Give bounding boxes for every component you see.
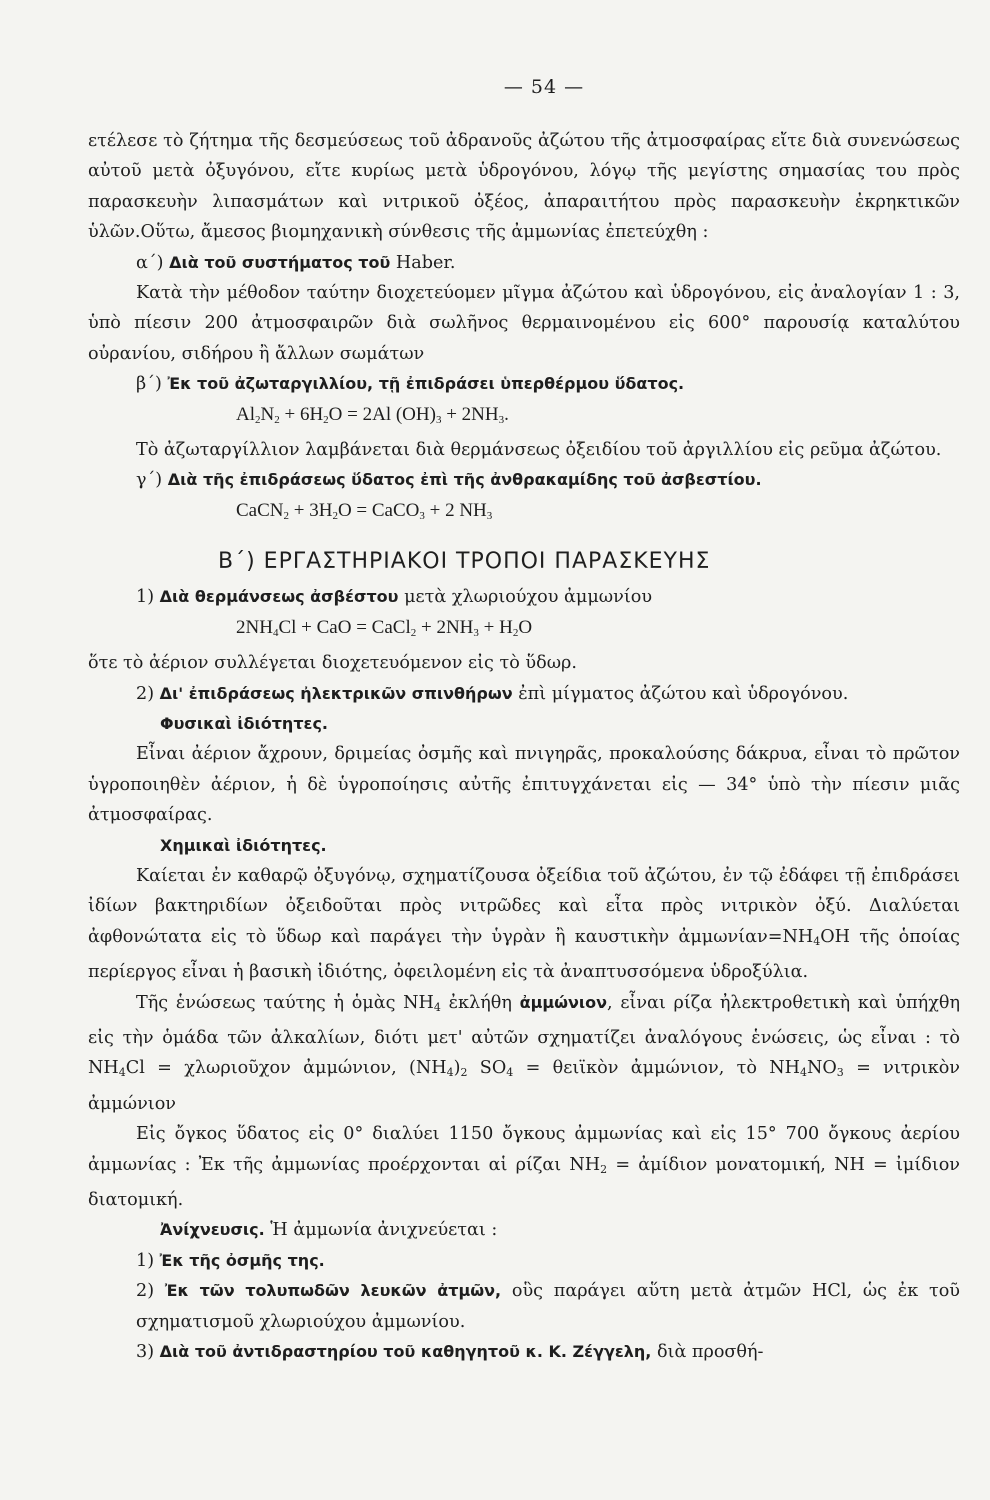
lab-method-2-bold: Δι' ἐπιδράσεως ἠλεκτρικῶν σπινθήρων <box>159 683 513 703</box>
page-number: — 54 — <box>503 76 585 98</box>
section-title: Β΄) ΕΡΓΑΣΤΗΡΙΑΚΟΙ ΤΡΟΠΟΙ ΠΑΡΑΣΚΕΥΗΣ <box>218 549 711 575</box>
detection-item-3: 3) Διὰ τοῦ ἀντιδραστηρίου τοῦ καθηγητοῦ κ. Κ. Ζέγγελη, διὰ προσθή- <box>136 1342 764 1363</box>
detection-heading: Ἀνίχνευσις. Ἡ ἀμμωνία ἀνιχνεύεται : <box>160 1220 498 1241</box>
method-a-rest: Haber. <box>395 252 456 273</box>
method-a-bold: Διὰ τοῦ συστήματος τοῦ <box>169 252 391 272</box>
paragraph-collection: ὅτε τὸ ἀέριον συλλέγεται διοχετευόμενον εἰς τὸ ὕδωρ. <box>88 653 577 674</box>
lab-method-1-bold: Διὰ θερμάνσεως ἀσβέστου <box>159 587 399 607</box>
ammonium-term: ἀμμώνιον <box>519 992 608 1012</box>
paragraph-solubility: Εἰς ὄγκος ὕδατος εἰς 0° διαλύει 1150 ὄγκους ἀμμωνίας καὶ εἰς 15° 700 ὄγκους ἀερίου ἀμμωνίας : Ἐκ τῆς ἀμμωνίας προέρχονται αἱ ρίζαι $NH_2$ = ἀμίδιον μονατομική, NH = ἰμίδιον διατομική. <box>88 1124 961 1210</box>
equation-aluminium-nitride: $Al_2N_2 + 6H_2O = 2Al$ $(OH)_3 + 2NH_3$. <box>236 403 509 426</box>
method-a-heading <box>88 248 960 278</box>
method-b-bold: Ἐκ τοῦ ἀζωταργιλλίου, τῇ ἐπιδράσει ὑπερθέρμου ὕδατος. <box>167 374 685 394</box>
lab-method-1: 1) Διὰ θερμάνσεως ἀσβέστου μετὰ χλωριούχου ἀμμωνίου <box>136 587 653 608</box>
method-a-prefix: α΄) <box>136 252 164 273</box>
lab-method-1-rest: μετὰ χλωριούχου ἀμμωνίου <box>404 587 653 608</box>
chemical-properties-heading: Χημικαὶ ἰδιότητες. <box>160 835 327 855</box>
paragraph-haber: Κατὰ τὴν μέθοδον ταύτην διοχετεύομεν μῖγμα ἀζώτου καὶ ὑδρογόνου, εἰς ἀναλογίαν 1 : 3, ὑπὸ πίεσιν 200 ἀτμοσφαιρῶν διὰ σωλῆνος θερμαινομένου εἰς 600° παρουσίᾳ καταλύτου οὐρανίου, σιδήρου ἢ ἄλλων σωμάτων <box>88 283 960 364</box>
method-c-bold: Διὰ τῆς ἐπιδράσεως ὕδατος ἐπὶ τῆς ἀνθρακαμίδης τοῦ ἀσβεστίου. <box>167 470 762 490</box>
paragraph-chemical-properties: Καίεται ἐν καθαρῷ ὀξυγόνῳ, σχηματίζουσα ὀξείδια τοῦ ἀζώτου, ἐν τῷ ἐδάφει τῇ ἐπιδράσει ἰδίων βακτηριδίων ὀξειδοῦται πρὸς νιτρῶδες καὶ εἶτα πρὸς νιτρικὸν ὀξύ. Διαλύεται ἀφθονώτατα εἰς τὸ ὕδωρ καὶ παράγει τὴν ὑγρὰν ἢ καυστικὴν $ἀ\mu\mu\omega\nu ί\alpha\nu=NH_4OH$ τῆς ὁποίας περίεργος εἶναι ἡ βασικὴ ἰδιότης, ὀφειλομένη εἰς τὰ ἀναπτυσσόμενα ὑδροξύλια. <box>88 865 960 983</box>
lab-method-2: 2) Δι' ἐπιδράσεως ἠλεκτρικῶν σπινθήρων ἐπὶ μίγματος ἀζώτου καὶ ὑδρογόνου. <box>136 683 849 704</box>
lab-method-2-rest: ἐπὶ μίγματος ἀζώτου καὶ ὑδρογόνου. <box>518 683 849 704</box>
method-b-heading <box>88 369 960 399</box>
paragraph-ammonium: Τῆς ἑνώσεως ταύτης ἡ ὁμὰς $NH_4$ ἐκλήθη ἀμμώνιον, εἶναι ρίζα ἠλεκτροθετικὴ καὶ ὑπήχθη εἰς τὴν ὁμάδα τῶν ἀλκαλίων, διότι μετ' αὐτῶν σχηματίζει ἀναλόγους ἑνώσεις, ὡς εἶναι : τὸ $NH_4Cl$ = χλωριοῦχον ἀμμώνιον, $(NH_4)_2$ $SO_4$ = θειϊκὸν ἀμμώνιον, τὸ $NH_4NO_3$ = νιτρικὸν ἀμμώνιον <box>88 992 961 1114</box>
detection-item-1: 1) Ἐκ τῆς ὀσμῆς της. <box>136 1250 325 1271</box>
paragraph-physical-properties: Εἶναι ἀέριον ἄχρουν, δριμείας ὀσμῆς καὶ πνιγηρᾶς, προκαλούσης δάκρυα, εἶναι τὸ πρῶτον ὑγροποιηθὲν ἀέριον, ἡ δὲ ὑγροποίησις αὐτῆς ἐπιτυγχάνεται εἰς — 34° ὑπὸ τὴν πίεσιν μιᾶς ἀτμοσφαίρας. <box>88 744 960 826</box>
equation-ammonium-chloride: $2NH_4Cl$ + CaO = CaCl$_2$ + $2NH_3 + H_2O$ <box>236 616 533 639</box>
equation-calcium-cyanamide: CaCN$_2$ + $3H_2O$ = CaCO$_3$ + 2 $NH_3$ <box>236 499 493 522</box>
method-b-prefix: β΄) <box>136 374 162 395</box>
method-c-heading <box>88 465 960 495</box>
physical-properties-heading: Φυσικαὶ ἰδιότητες. <box>160 713 328 733</box>
method-c-prefix: γ΄) <box>136 470 163 491</box>
detection-item-2: 2) Ἐκ τῶν τολυπωδῶν λευκῶν ἀτμῶν, οὓς παράγει αὕτη μετὰ ἀτμῶν HCl, ὡς ἐκ τοῦ σχηματισμοῦ χλωριούχου ἀμμωνίου. <box>136 1281 960 1332</box>
paragraph-intro: ετέλεσε τὸ ζήτημα τῆς δεσμεύσεως τοῦ ἀδρανοῦς ἀζώτου τῆς ἀτμοσφαίρας εἴτε διὰ συνενώσεως αὐτοῦ μετὰ ὀξυγόνου, εἴτε κυρίως μετὰ ὑδρογόνου, λόγῳ τῆς μεγίστης σημασίας του πρὸς παρασκευὴν λιπασμάτων καὶ νιτρικοῦ ὀξέος, ἀπαραιτήτου πρὸς παρασκευὴν ἐκρηκτικῶν ὑλῶν.Οὕτω, ἄμεσος βιομηχανικὴ σύνθεσις τῆς ἀμμωνίας ἐπετεύχθη : <box>88 131 960 243</box>
paragraph-aluminium-nitride: Τὸ ἀζωταργίλλιον λαμβάνεται διὰ θερμάνσεως ὀξειδίου τοῦ ἀργιλλίου εἰς ρεῦμα ἀζώτου. <box>136 440 942 461</box>
